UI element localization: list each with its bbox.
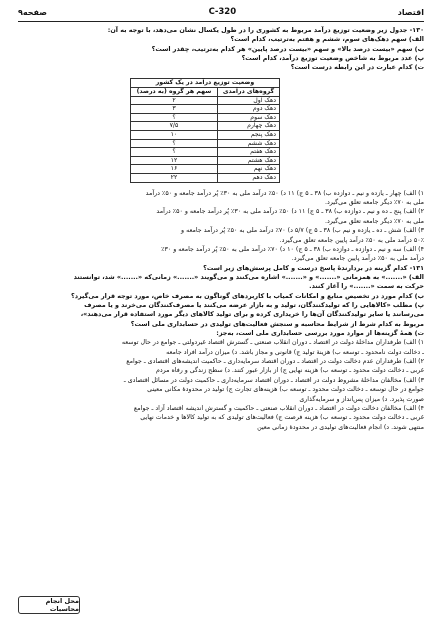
header-rule bbox=[18, 21, 424, 22]
table-cell-group: دهک دهم bbox=[217, 174, 279, 183]
q130-option-line[interactable]: ۳) الف) شش ـ ده ـ یازده و نیم ب) ۳۸ ـ ۵ ج) ۵/۷ د) ۷۰٪ درآمد ملی به ۵۰٪ پُر درآمد جامعه و bbox=[181, 227, 424, 235]
q130-option-line[interactable]: درآمد ملی به ۵۰٪ درآمد پایین جامعه تعلق می‌گیرد. bbox=[291, 255, 424, 263]
table-cell-share: ؟ bbox=[131, 139, 218, 148]
q131-option-line[interactable]: ۴) الف) مخالفان دخالت دولت در اقتصاد ـ دوران انقلاب صنعتی ـ حاکمیت و گسترش اندیشه اقتصاد آزاد ـ جوامع bbox=[133, 405, 424, 413]
table-row bbox=[131, 113, 280, 122]
table-cell-group: دهک اول bbox=[217, 96, 279, 105]
q130-option-line[interactable]: ملی به ۷۰٪ دیگر جامعه تعلق می‌گیرد. bbox=[324, 199, 424, 207]
table-row bbox=[131, 131, 280, 140]
table-cell-share: ۲ bbox=[131, 96, 218, 105]
q131-option-line[interactable]: ۱) الف) طرفداران مداخلهٔ دولت در اقتصاد ـ دوران انقلاب صنعتی ـ گسترش اقتصاد غیردولتی ـ جوامع در حال توسعه bbox=[121, 339, 424, 347]
table-row bbox=[131, 96, 280, 105]
table-row bbox=[131, 139, 280, 148]
table-cell-group: دهک دوم bbox=[217, 105, 279, 114]
table-cell-group: دهک هفتم bbox=[217, 148, 279, 157]
table-title: وضعیت توزیع درآمد در یک کشور bbox=[131, 79, 280, 88]
exam-code: 320-C bbox=[208, 7, 237, 17]
table-cell-group: دهک پنجم bbox=[217, 131, 279, 140]
table-row bbox=[131, 148, 280, 157]
table-cell-share: ۲۲ bbox=[131, 174, 218, 183]
scratch-area-label: محل انجام محاسبات bbox=[18, 596, 80, 614]
table-cell-share: ؟ bbox=[131, 148, 218, 157]
q131-stem: ۱۳۱- کدام گزینه در بردارندهٔ پاسخ درست و کامل پرسش‌های زیر است؟ bbox=[203, 263, 424, 272]
table-header-share: سهم هر گروه (به درصد) bbox=[131, 88, 218, 97]
q130-part-te: ت) کدام عبارت در این رابطه درست است؟ bbox=[290, 63, 424, 72]
q131-option-line[interactable]: صورت پذیرد. د) میزان پس‌انداز و سرمایه‌گذاری bbox=[299, 395, 424, 403]
q131-option-line[interactable]: غربی ـ دخالت دولت محدود ـ توسعه ب) هزینه نهایی ج) از بازار عبور کنند. د) سطح زندگی و رفاه مردم bbox=[155, 367, 424, 375]
table-cell-group: دهک ششم bbox=[217, 139, 279, 148]
q131-option-line[interactable]: منتهی شوند. د) انجام فعالیت‌های تولیدی در محدودهٔ زمانی معین bbox=[257, 423, 424, 431]
q131-options bbox=[18, 338, 424, 432]
q130-part-alef: الف) سهم دهک‌های سوم، ششم و هفتم به‌ترتیب، کدام است؟ bbox=[230, 35, 424, 44]
q131-part-alef-cont: حرکت به سمت «.......» را آغاز کنند. bbox=[309, 282, 424, 291]
q131-part-alef: الف) «.......» به همزمانی «.......» و «.......» اشاره می‌کنند و می‌گویند «.......» زمانی‌که «.......» شد، توانستند bbox=[73, 273, 424, 282]
table-row bbox=[131, 174, 280, 183]
question-130 bbox=[18, 26, 424, 72]
table-header-groups: گروه‌های درآمدی bbox=[217, 88, 279, 97]
q131-option-line[interactable]: ۲) الف) طرفداران عدم دخالت دولت در اقتصاد ـ دوران اقتصاد سرمایه‌داری ـ حاکمیت اندیشه‌های اقتصادی ـ جوامع bbox=[126, 358, 424, 366]
q130-option-line[interactable]: ملی به ۷۰٪ دیگر جامعه تعلق می‌گیرد. bbox=[324, 217, 424, 225]
table-cell-share: ۱۶ bbox=[131, 165, 218, 174]
q131-option-line[interactable]: ـ دخالت دولت نامحدود ـ توسعه ب) هزینهٔ تولید ج) قانونی و مجاز باشد. د) میزان درآمد افراد جامعه bbox=[166, 348, 424, 356]
q131-part-pe: پ) مطلب «کالاهایی را که تولیدکنندگان، تولید و به بازار عرضه می‌کنند یا مصرف‌کنندگان می‌خرند و یا مصرف bbox=[84, 301, 424, 310]
q131-part-te: ت) همهٔ گزینه‌ها از موارد مورد بررسی حسابداری ملی است، به‌جز: bbox=[216, 328, 424, 337]
q131-part-be: ب) کدام مورد در تخصیص منابع و امکانات کمیاب با کاربردهای گوناگون به مصرف خاص، مورد توجه قرار می‌گیرد؟ bbox=[71, 291, 424, 300]
q131-option-line[interactable]: ۳) الف) مخالفان مداخلهٔ مشروط دولت در اقتصاد ـ دوران اقتصاد سرمایه‌داری ـ حاکمیت دولت در مسائل اقتصادی ـ bbox=[123, 376, 424, 384]
table-cell-share: ؟ bbox=[131, 113, 218, 122]
q130-stem: ۱۳۰- جدول زیر وضعیت توزیع درآمد مربوط به کشوری را در طول یکسال نشان می‌دهد، با توجه به آن: bbox=[107, 26, 424, 34]
q130-option-line[interactable]: ۴) الف) سه و نیم ـ دوازده ـ دوازده ب) ۳۸ ـ ۵ ج) ۱۰ د) ۷۰٪ درآمد ملی به ۵۰٪ پُر درآمد جامعه و ۳۰٪ bbox=[161, 246, 424, 254]
subject-label: اقتصاد bbox=[397, 7, 424, 17]
q130-option-line[interactable]: ۲) الف) پنج ـ ده و نیم ـ دوازده ب) ۳۸ ـ ۵ ج) ۱۱ د) ۵۰٪ درآمد ملی به ۳۰٪ پُر درآمد جامعه و ۵۰٪ درآمد bbox=[156, 208, 424, 216]
q131-part-pe-cont2: مربوط به کدام شرط از شرایط محاسبه و سنجش فعالیت‌های تولیدی در حسابداری ملی است؟ bbox=[130, 319, 424, 328]
table-cell-group: دهک چهارم bbox=[217, 122, 279, 131]
table-row bbox=[131, 122, 280, 131]
q130-options bbox=[18, 189, 424, 264]
q131-part-pe-cont: می‌رسانند یا سایر تولیدکنندگان آن‌ها را خریداری کرده و برای تولید کالاهای دیگر مورد استفاده قرار می‌دهند»، bbox=[80, 310, 424, 319]
q130-part-pe: پ) عدد مربوط به شاخص وضعیت توزیع درآمد، کدام است؟ bbox=[241, 53, 424, 62]
table-row bbox=[131, 165, 280, 174]
table-cell-group: دهک نهم bbox=[217, 165, 279, 174]
q130-part-be: ب) سهم «بیست درصد بالا» و سهم «بیست درصد پایین» هر کدام به‌ترتیب، چقدر است؟ bbox=[151, 44, 424, 53]
q131-option-line[interactable]: غربی ـ دخالت دولت محدود ـ توسعه ب) هزینه فرصت ج) فعالیت‌های تولیدی که به تولید کالاها و خدمات نهایی bbox=[140, 414, 424, 422]
table-cell-group: دهک سوم bbox=[217, 113, 279, 122]
table-cell-share: ۱۲ bbox=[131, 156, 218, 165]
page-header bbox=[18, 6, 424, 18]
question-131 bbox=[18, 264, 424, 338]
table-row bbox=[131, 105, 280, 114]
table-cell-group: دهک هشتم bbox=[217, 156, 279, 165]
income-distribution-table bbox=[130, 78, 280, 182]
q130-option-line[interactable]: ۱) الف) چهار ـ یازده و نیم ـ دوازده ب) ۳۸ ـ ۵ ج) ۱۱ د) ۵۰٪ درآمد ملی به ۳۰٪ پُر درآمد جامعه و ۵۰٪ درآمد bbox=[145, 189, 424, 197]
page-number: صفحه۹ bbox=[18, 7, 47, 17]
table-cell-share: ۳ bbox=[131, 105, 218, 114]
q130-option-line[interactable]: ۵۰٪ درآمد ملی به ۵۰٪ درآمد پایین جامعه تعلق می‌گیرد. bbox=[279, 236, 424, 244]
table-cell-share: ۷/۵ bbox=[131, 122, 218, 131]
table-row bbox=[131, 156, 280, 165]
q131-option-line[interactable]: جوامع در حال توسعه ـ دخالت دولت محدود ـ توسعه ب) هزینه‌های تجارت ج) تولید در محدودهٔ مکانی معینی bbox=[147, 386, 424, 394]
table-cell-share: ۱۰ bbox=[131, 131, 218, 140]
